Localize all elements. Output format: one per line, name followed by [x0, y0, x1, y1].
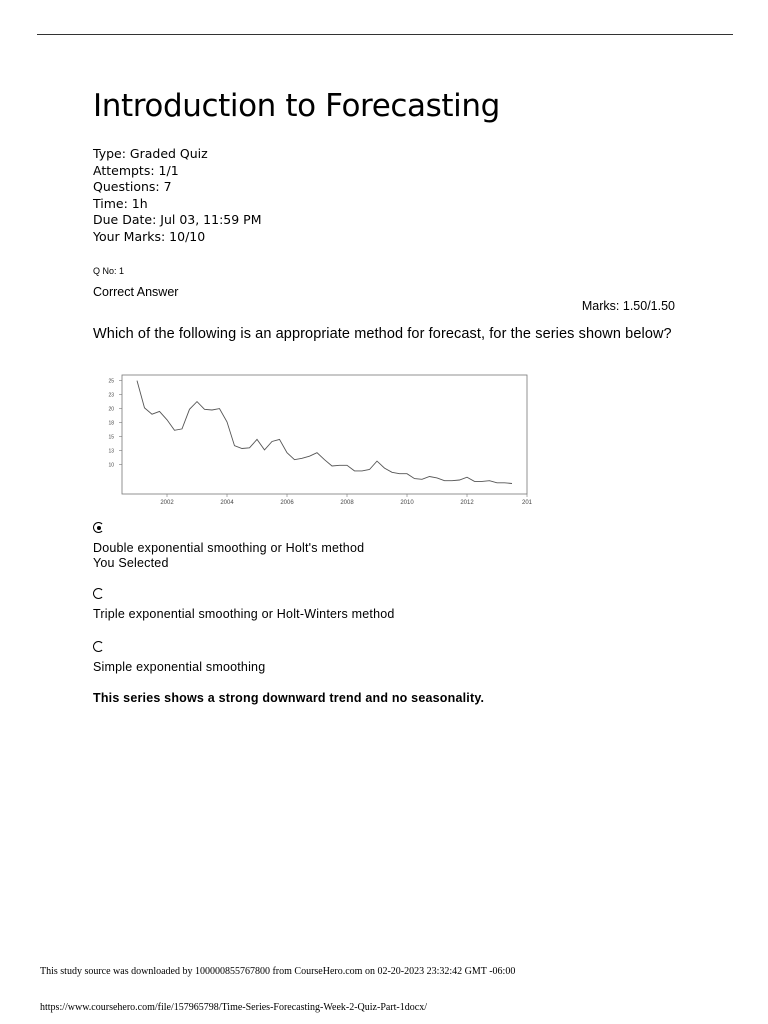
- y-tick-label: 23: [108, 392, 114, 399]
- page-title: Introduction to Forecasting: [93, 88, 500, 124]
- option-2-radio[interactable]: [93, 588, 104, 602]
- option-3-label: Simple exponential smoothing: [93, 660, 266, 674]
- plot-frame: [122, 375, 527, 494]
- question-marks: Marks: 1.50/1.50: [581, 299, 675, 313]
- meta-type: Type: Graded Quiz: [93, 146, 208, 161]
- x-tick-label: 2012: [460, 500, 474, 506]
- y-tick-label: 20: [108, 406, 114, 413]
- option-1-radio[interactable]: [93, 522, 104, 536]
- top-divider: [37, 34, 733, 35]
- download-notice: This study source was downloaded by 100000855767800 from CourseHero.com on 02-20-2023 23:32:42 GMT -06:00: [40, 966, 516, 977]
- question-number: Q No: 1: [93, 266, 125, 276]
- series-chart: [93, 372, 533, 508]
- radio-unselected-icon: [93, 588, 104, 599]
- quiz-meta: [93, 146, 262, 245]
- source-url: https://www.coursehero.com/file/157965798/Time-Series-Forecasting-Week-2-Quiz-Part-1docx/: [40, 1002, 427, 1013]
- x-tick-label: 201: [521, 500, 533, 506]
- meta-marks: Your Marks: 10/10: [93, 228, 206, 244]
- answer-status: Correct Answer: [93, 285, 179, 299]
- option-3-radio[interactable]: [93, 641, 104, 655]
- radio-unselected-icon: [93, 641, 104, 652]
- x-tick-label: 2002: [160, 500, 174, 506]
- y-tick-label: 18: [108, 420, 114, 427]
- series-line: [137, 381, 512, 484]
- meta-due-date: Due Date: Jul 03, 11:59 PM: [93, 212, 262, 227]
- answer-explanation: This series shows a strong downward trend and no seasonality.: [93, 691, 485, 705]
- x-tick-label: 2006: [280, 500, 294, 506]
- x-tick-label: 2010: [400, 500, 414, 506]
- option-1-label: Double exponential smoothing or Holt's method: [93, 541, 365, 555]
- x-tick-label: 2008: [340, 500, 354, 506]
- y-tick-label: 15: [108, 434, 114, 441]
- meta-time: Time: 1h: [93, 195, 148, 211]
- y-tick-label: 25: [108, 378, 114, 385]
- radio-selected-icon: [93, 522, 104, 533]
- x-tick-label: 2004: [220, 500, 234, 506]
- y-tick-label: 10: [108, 462, 114, 469]
- you-selected-tag: You Selected: [93, 556, 169, 570]
- meta-questions: Questions: 7: [93, 179, 172, 194]
- option-2-label: Triple exponential smoothing or Holt-Winters method: [93, 607, 395, 621]
- question-text: Which of the following is an appropriate method for forecast, for the series shown below?: [93, 326, 672, 342]
- meta-attempts: Attempts: 1/1: [93, 162, 179, 178]
- y-tick-label: 13: [108, 448, 114, 455]
